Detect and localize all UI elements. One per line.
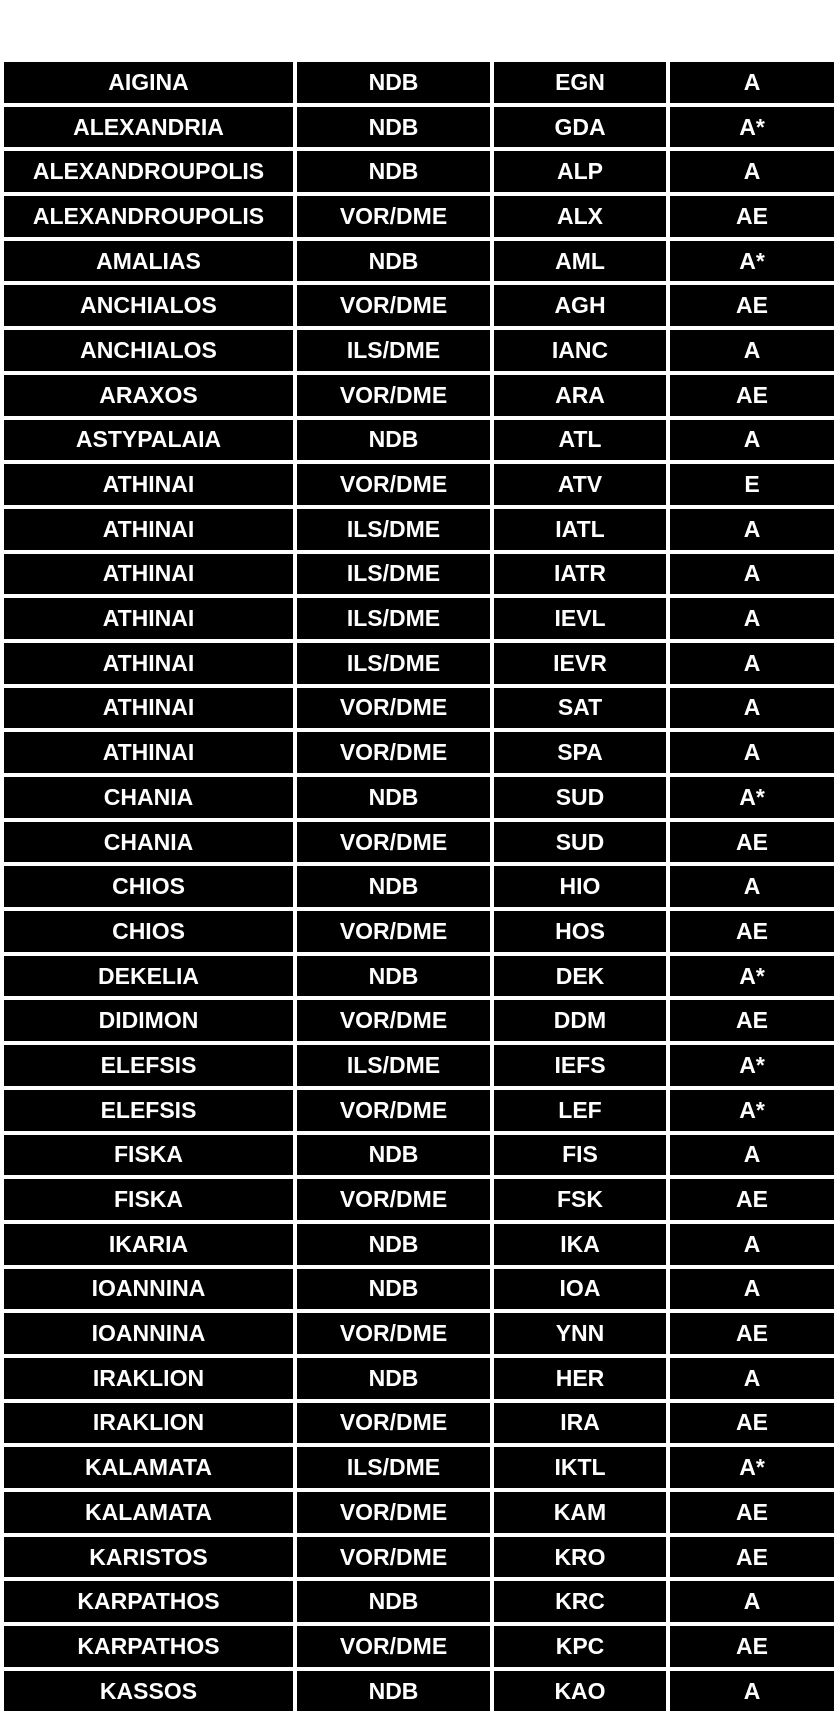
- station-name-cell: DEKELIA: [4, 956, 293, 997]
- usage-cell: A*: [670, 777, 834, 818]
- station-name-cell: ARAXOS: [4, 375, 293, 416]
- navaid-type-cell: VOR/DME: [297, 1000, 490, 1041]
- usage-cell: AE: [670, 1403, 834, 1444]
- usage-cell: A*: [670, 956, 834, 997]
- station-name-cell: DIDIMON: [4, 1000, 293, 1041]
- usage-cell: A: [670, 732, 834, 773]
- ident-cell: FSK: [494, 1179, 666, 1220]
- station-name-cell: ALEXANDRIA: [4, 107, 293, 148]
- usage-cell: A: [670, 1671, 834, 1712]
- ident-cell: KAO: [494, 1671, 666, 1712]
- station-name-cell: IKARIA: [4, 1224, 293, 1265]
- ident-cell: IOA: [494, 1269, 666, 1310]
- navaid-type-cell: VOR/DME: [297, 1403, 490, 1444]
- navaid-type-cell: ILS/DME: [297, 330, 490, 371]
- navaid-type-cell: ILS/DME: [297, 509, 490, 550]
- ident-cell: SUD: [494, 777, 666, 818]
- ident-cell: SUD: [494, 822, 666, 863]
- ident-cell: EGN: [494, 62, 666, 103]
- navaid-type-cell: NDB: [297, 1224, 490, 1265]
- usage-cell: AE: [670, 1626, 834, 1667]
- ident-cell: KAM: [494, 1492, 666, 1533]
- navaid-type-cell: NDB: [297, 1135, 490, 1176]
- usage-cell: AE: [670, 196, 834, 237]
- station-name-cell: ELEFSIS: [4, 1045, 293, 1086]
- navaid-type-cell: ILS/DME: [297, 598, 490, 639]
- usage-cell: A: [670, 151, 834, 192]
- ident-cell: AML: [494, 241, 666, 282]
- ident-cell: YNN: [494, 1313, 666, 1354]
- station-name-cell: KALAMATA: [4, 1492, 293, 1533]
- station-name-cell: IOANNINA: [4, 1269, 293, 1310]
- usage-cell: AE: [670, 1179, 834, 1220]
- usage-cell: A: [670, 866, 834, 907]
- ident-cell: KPC: [494, 1626, 666, 1667]
- navaid-table: [4, 62, 834, 1711]
- usage-cell: A: [670, 598, 834, 639]
- usage-cell: A*: [670, 1045, 834, 1086]
- navaid-type-cell: VOR/DME: [297, 1626, 490, 1667]
- usage-cell: A: [670, 1358, 834, 1399]
- station-name-cell: ELEFSIS: [4, 1090, 293, 1131]
- navaid-type-cell: NDB: [297, 866, 490, 907]
- station-name-cell: ALEXANDROUPOLIS: [4, 151, 293, 192]
- usage-cell: AE: [670, 1000, 834, 1041]
- usage-cell: AE: [670, 285, 834, 326]
- station-name-cell: ATHINAI: [4, 598, 293, 639]
- usage-cell: A: [670, 554, 834, 595]
- usage-cell: A: [670, 330, 834, 371]
- station-name-cell: ATHINAI: [4, 509, 293, 550]
- station-name-cell: AMALIAS: [4, 241, 293, 282]
- ident-cell: IEVR: [494, 643, 666, 684]
- navaid-type-cell: VOR/DME: [297, 1179, 490, 1220]
- navaid-type-cell: NDB: [297, 1671, 490, 1712]
- ident-cell: HIO: [494, 866, 666, 907]
- navaid-type-cell: VOR/DME: [297, 196, 490, 237]
- ident-cell: IKTL: [494, 1447, 666, 1488]
- navaid-type-cell: NDB: [297, 151, 490, 192]
- navaid-type-cell: VOR/DME: [297, 1537, 490, 1578]
- navaid-type-cell: NDB: [297, 1358, 490, 1399]
- ident-cell: IEVL: [494, 598, 666, 639]
- navaid-type-cell: VOR/DME: [297, 285, 490, 326]
- station-name-cell: ATHINAI: [4, 464, 293, 505]
- usage-cell: A*: [670, 107, 834, 148]
- navaid-type-cell: ILS/DME: [297, 643, 490, 684]
- station-name-cell: ATHINAI: [4, 688, 293, 729]
- station-name-cell: IRAKLION: [4, 1403, 293, 1444]
- station-name-cell: KALAMATA: [4, 1447, 293, 1488]
- ident-cell: DEK: [494, 956, 666, 997]
- station-name-cell: ATHINAI: [4, 643, 293, 684]
- navaid-type-cell: NDB: [297, 107, 490, 148]
- ident-cell: ARA: [494, 375, 666, 416]
- ident-cell: IATL: [494, 509, 666, 550]
- usage-cell: A: [670, 62, 834, 103]
- station-name-cell: IOANNINA: [4, 1313, 293, 1354]
- usage-cell: A: [670, 509, 834, 550]
- navaid-type-cell: ILS/DME: [297, 1447, 490, 1488]
- navaid-type-cell: VOR/DME: [297, 464, 490, 505]
- navaid-type-cell: VOR/DME: [297, 732, 490, 773]
- station-name-cell: KASSOS: [4, 1671, 293, 1712]
- usage-cell: A*: [670, 1447, 834, 1488]
- usage-cell: AE: [670, 911, 834, 952]
- ident-cell: IATR: [494, 554, 666, 595]
- ident-cell: IEFS: [494, 1045, 666, 1086]
- ident-cell: SPA: [494, 732, 666, 773]
- usage-cell: A: [670, 1269, 834, 1310]
- navaid-type-cell: VOR/DME: [297, 375, 490, 416]
- usage-cell: AE: [670, 1492, 834, 1533]
- usage-cell: AE: [670, 1537, 834, 1578]
- navaid-type-cell: NDB: [297, 62, 490, 103]
- ident-cell: KRO: [494, 1537, 666, 1578]
- station-name-cell: ANCHIALOS: [4, 330, 293, 371]
- navaid-type-cell: VOR/DME: [297, 1313, 490, 1354]
- usage-cell: A: [670, 643, 834, 684]
- ident-cell: FIS: [494, 1135, 666, 1176]
- ident-cell: ATV: [494, 464, 666, 505]
- station-name-cell: CHANIA: [4, 777, 293, 818]
- usage-cell: AE: [670, 822, 834, 863]
- station-name-cell: ASTYPALAIA: [4, 420, 293, 461]
- station-name-cell: ATHINAI: [4, 732, 293, 773]
- navaid-type-cell: NDB: [297, 420, 490, 461]
- navaid-type-cell: VOR/DME: [297, 822, 490, 863]
- navaid-type-cell: NDB: [297, 1581, 490, 1622]
- station-name-cell: CHANIA: [4, 822, 293, 863]
- station-name-cell: KARPATHOS: [4, 1626, 293, 1667]
- station-name-cell: AIGINA: [4, 62, 293, 103]
- station-name-cell: ATHINAI: [4, 554, 293, 595]
- station-name-cell: KARPATHOS: [4, 1581, 293, 1622]
- ident-cell: SAT: [494, 688, 666, 729]
- ident-cell: HOS: [494, 911, 666, 952]
- ident-cell: IRA: [494, 1403, 666, 1444]
- navaid-type-cell: VOR/DME: [297, 1492, 490, 1533]
- station-name-cell: ANCHIALOS: [4, 285, 293, 326]
- station-name-cell: FISKA: [4, 1179, 293, 1220]
- ident-cell: LEF: [494, 1090, 666, 1131]
- navaid-type-cell: NDB: [297, 956, 490, 997]
- ident-cell: IANC: [494, 330, 666, 371]
- navaid-type-cell: ILS/DME: [297, 554, 490, 595]
- ident-cell: IKA: [494, 1224, 666, 1265]
- ident-cell: DDM: [494, 1000, 666, 1041]
- ident-cell: GDA: [494, 107, 666, 148]
- navaid-type-cell: NDB: [297, 777, 490, 818]
- usage-cell: AE: [670, 375, 834, 416]
- station-name-cell: CHIOS: [4, 866, 293, 907]
- usage-cell: A*: [670, 241, 834, 282]
- station-name-cell: ALEXANDROUPOLIS: [4, 196, 293, 237]
- ident-cell: ATL: [494, 420, 666, 461]
- usage-cell: E: [670, 464, 834, 505]
- usage-cell: A: [670, 1581, 834, 1622]
- ident-cell: AGH: [494, 285, 666, 326]
- station-name-cell: KARISTOS: [4, 1537, 293, 1578]
- ident-cell: ALP: [494, 151, 666, 192]
- usage-cell: A: [670, 688, 834, 729]
- usage-cell: A: [670, 1135, 834, 1176]
- ident-cell: KRC: [494, 1581, 666, 1622]
- usage-cell: AE: [670, 1313, 834, 1354]
- ident-cell: ALX: [494, 196, 666, 237]
- station-name-cell: IRAKLION: [4, 1358, 293, 1399]
- navaid-type-cell: NDB: [297, 1269, 490, 1310]
- usage-cell: A: [670, 420, 834, 461]
- navaid-type-cell: NDB: [297, 241, 490, 282]
- navaid-type-cell: VOR/DME: [297, 1090, 490, 1131]
- navaid-type-cell: VOR/DME: [297, 911, 490, 952]
- ident-cell: HER: [494, 1358, 666, 1399]
- station-name-cell: CHIOS: [4, 911, 293, 952]
- station-name-cell: FISKA: [4, 1135, 293, 1176]
- usage-cell: A: [670, 1224, 834, 1265]
- navaid-type-cell: VOR/DME: [297, 688, 490, 729]
- usage-cell: A*: [670, 1090, 834, 1131]
- navaid-type-cell: ILS/DME: [297, 1045, 490, 1086]
